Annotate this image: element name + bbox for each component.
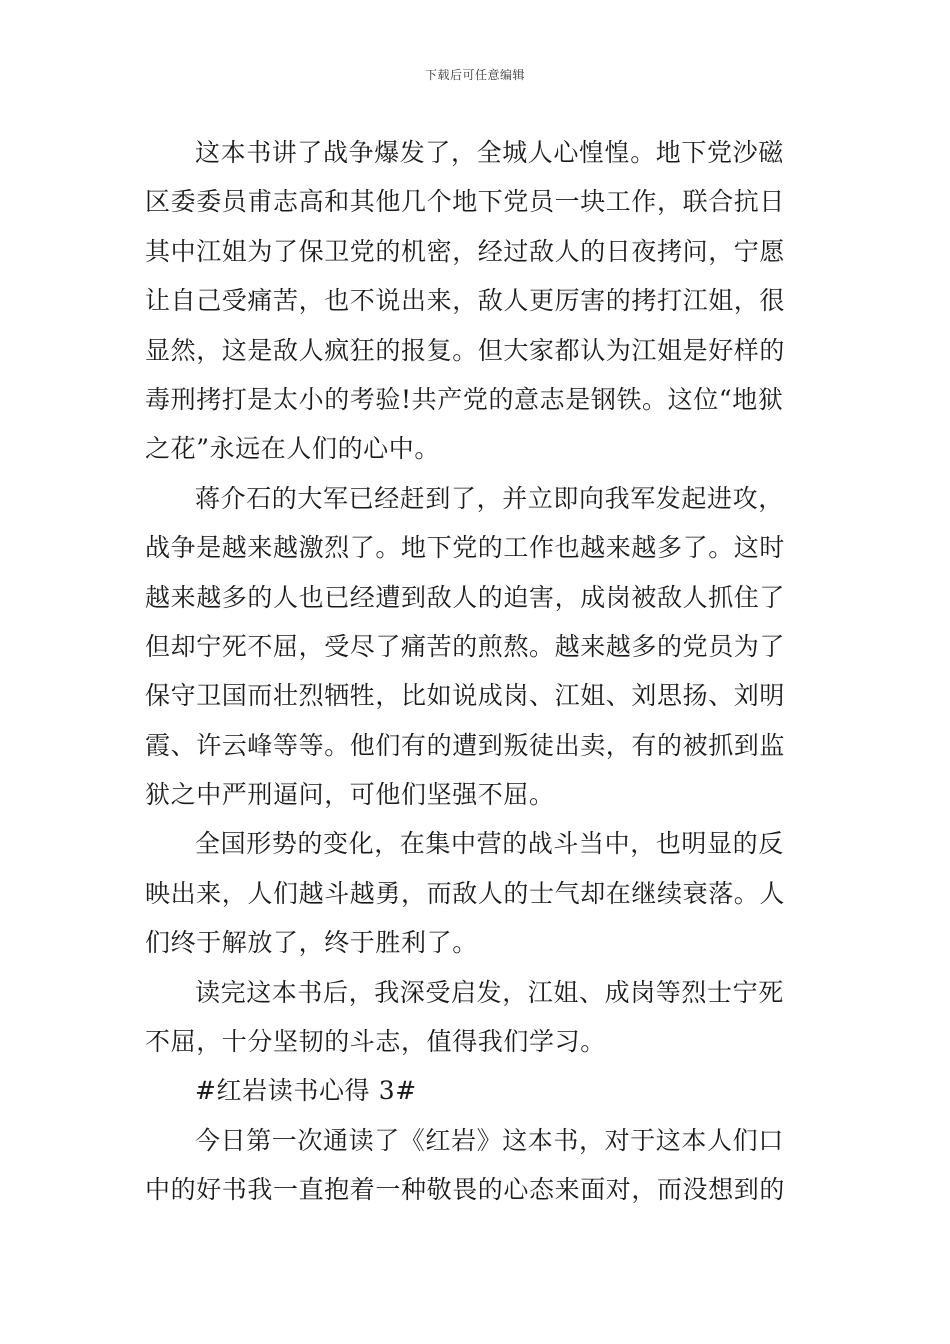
text-line: 今日第一次通读了《红岩》这本书，对于这本人们口	[195, 1125, 784, 1155]
text-line: 霞、许云峰等等。他们有的遭到叛徒出卖，有的被抓到监	[145, 730, 786, 760]
text-line: 让自己受痛苦，也不说出来，敌人更厉害的拷打江姐，很	[145, 286, 786, 316]
text-line: 蒋介石的大军已经赶到了，并立即向我军发起进攻，	[195, 483, 784, 513]
text-line: 这本书讲了战争爆发了，全城人心惶惶。地下党沙磁	[195, 138, 784, 167]
text-line: 之花”永远在人们的心中。	[145, 434, 440, 464]
body-text	[145, 128, 810, 1215]
text-line: 读完这本书后，我深受启发，江姐、成岗等烈士宁死	[195, 977, 784, 1007]
section-heading: #红岩读书心得 3#	[195, 1076, 417, 1106]
text-line: 但却宁死不屈，受尽了痛苦的煎熬。越来越多的党员为了	[145, 631, 786, 661]
text-line: 战争是越来越激烈了。地下党的工作也越来越多了。这时	[145, 533, 786, 563]
text-line: 显然，这是敌人疯狂的报复。但大家都认为江姐是好样的	[145, 335, 786, 365]
text-line: 们终于解放了，终于胜利了。	[145, 928, 478, 958]
text-line: 毒刑拷打是太小的考验!共产党的意志是钢铁。这位“地狱	[145, 384, 784, 414]
text-line: 区委委员甫志高和其他几个地下党员一块工作，联合抗日	[145, 187, 786, 217]
page-header: 下载后可任意编辑	[424, 68, 525, 82]
text-line: 保守卫国而壮烈牺牲，比如说成岗、江姐、刘思扬、刘明	[145, 681, 786, 711]
text-line: 其中江姐为了保卫党的机密，经过敌人的日夜拷问，宁愿	[145, 236, 786, 266]
text-line: 不屈，十分坚韧的斗志，值得我们学习。	[145, 1027, 606, 1057]
text-line: 狱之中严刑逼问，可他们坚强不屈。	[145, 780, 555, 810]
text-line: 映出来，人们越斗越勇，而敌人的士气却在继续衰落。人	[145, 878, 786, 908]
text-line: 全国形势的变化，在集中营的战斗当中，也明显的反	[195, 829, 784, 859]
text-line: 越来越多的人也已经遭到敌人的迫害，成岗被敌人抓住了	[145, 582, 786, 612]
text-line: 中的好书我一直抱着一种敬畏的心态来面对，而没想到的	[145, 1175, 786, 1205]
